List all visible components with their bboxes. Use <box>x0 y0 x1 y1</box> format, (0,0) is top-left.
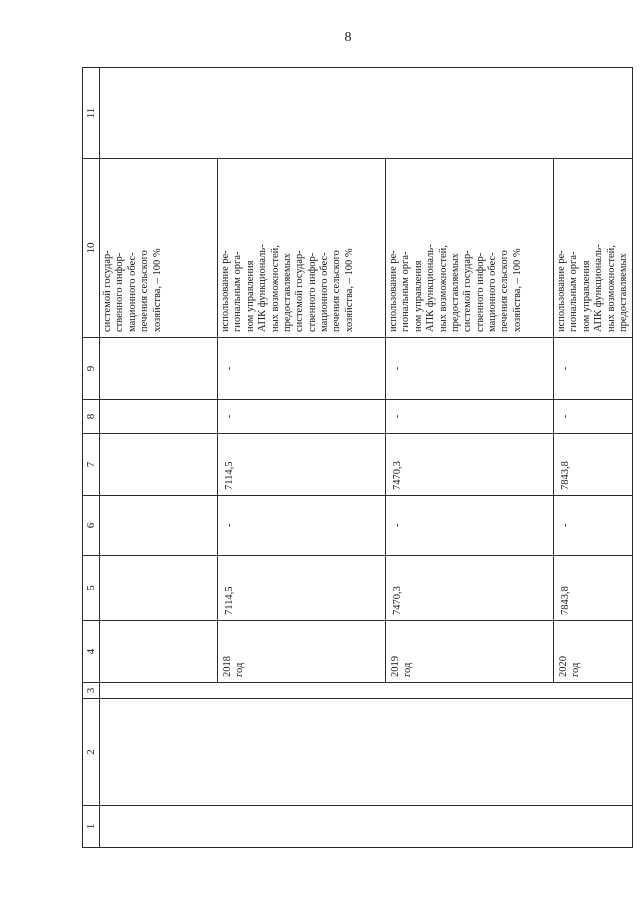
table-cell <box>100 496 218 556</box>
column-number: 2 <box>83 699 100 806</box>
column-number: 5 <box>83 556 100 621</box>
year-value: 2020 <box>558 656 569 677</box>
column-number-row <box>83 68 100 848</box>
table-cell <box>100 400 218 434</box>
column-number: 7 <box>83 434 100 496</box>
amount-cell: 7114,5 <box>218 434 386 496</box>
table-cell <box>100 806 633 848</box>
column-number: 10 <box>83 159 100 338</box>
column-number: 6 <box>83 496 100 556</box>
table-cell <box>100 434 218 496</box>
amount-cell: 7114,5 <box>218 556 386 621</box>
column-number: 8 <box>83 400 100 434</box>
year-value: 2018 <box>222 656 233 677</box>
dash-cell: - <box>386 496 554 556</box>
table-cell <box>100 683 633 699</box>
amount-cell: 7470,3 <box>386 434 554 496</box>
amount-cell: 7843,8 <box>554 434 633 496</box>
year-value: 2019 <box>390 656 401 677</box>
table-cell <box>100 699 633 806</box>
program-table-rotated <box>82 68 629 848</box>
dash-cell: - <box>218 496 386 556</box>
column-number: 3 <box>83 683 100 699</box>
column-number: 1 <box>83 806 100 848</box>
column-number: 4 <box>83 621 100 683</box>
dash-cell: - <box>554 496 633 556</box>
table-cell <box>100 338 218 400</box>
year-cell <box>386 621 554 683</box>
amount-cell: 7470,3 <box>386 556 554 621</box>
dash-cell: - <box>218 400 386 434</box>
table-cell <box>100 68 633 159</box>
year-unit: год <box>234 662 246 677</box>
dash-cell: - <box>218 338 386 400</box>
program-table <box>82 67 633 848</box>
indicator-text: использование ре- гиональным орга- ном управления АПК функциональ- ных возможностей, предоставляемых системой государ- ственного инфор- мационного обес- печения сельского хозяйства, – 100 % <box>386 159 554 338</box>
table-row <box>100 68 218 848</box>
table-cell <box>100 621 218 683</box>
year-cell <box>554 621 633 683</box>
year-unit: год <box>570 662 582 677</box>
amount-cell: 7843,8 <box>554 556 633 621</box>
page-number: 8 <box>344 30 352 45</box>
year-cell <box>218 621 386 683</box>
dash-cell: - <box>554 338 633 400</box>
column-number: 9 <box>83 338 100 400</box>
year-unit: год <box>402 662 414 677</box>
indicator-text: использование ре- гиональным орга- ном управления АПК функциональ- ных возможностей, предоставляемых <box>554 159 633 338</box>
table-cell <box>100 556 218 621</box>
column-number: 11 <box>83 68 100 159</box>
indicator-text: использование ре- гиональным орга- ном управления АПК функциональ- ных возможностей, предоставляемых системой государ- ственного инфор- мационного обес- печения сельского хозяйства, – 100 % <box>218 159 386 338</box>
dash-cell: - <box>386 338 554 400</box>
indicator-text: системой государ- ственного инфор- мационного обес- печения сельского хозяйства, – 100 % <box>100 159 218 338</box>
dash-cell: - <box>554 400 633 434</box>
dash-cell: - <box>386 400 554 434</box>
